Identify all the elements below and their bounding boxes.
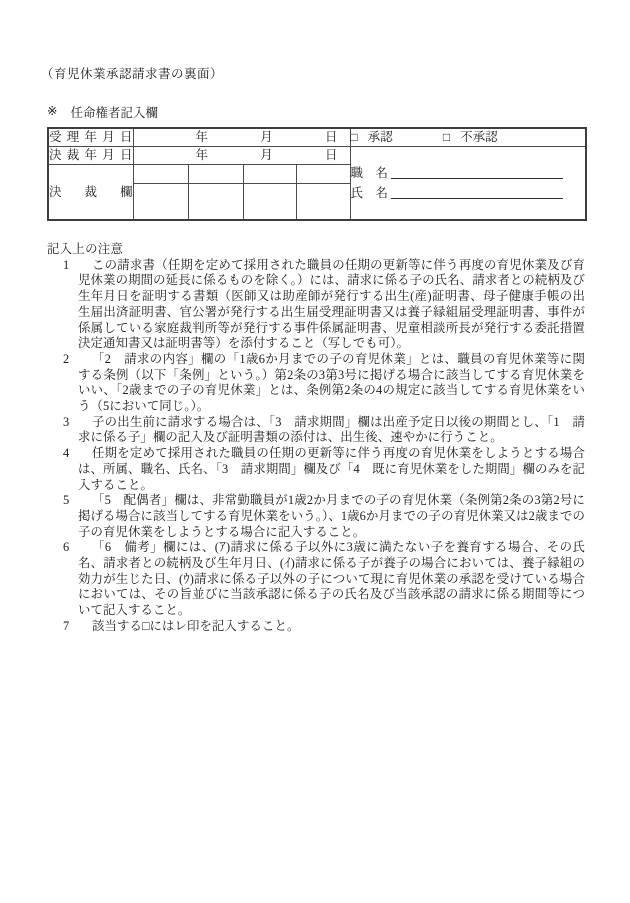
stamp-cell: [243, 183, 296, 220]
note-number: 7: [63, 618, 70, 633]
notes-section: [47, 242, 585, 635]
note-text: 「5 配偶者」欄は、非常勤職員が1歳2か月までの子の育児休業（条例第2条の3第2号に掲げる場合に該当してする育児休業をいう。）、1歳6か月までの子の育児休業又は2歳までの子の育児休業をしようとする場合に記入すること。: [78, 493, 585, 539]
section-label-text: 任命権者記入欄: [70, 106, 158, 120]
signature-cell: [350, 146, 586, 220]
reject-label: 不承認: [460, 130, 498, 144]
note-item-3: [47, 415, 585, 446]
year-unit: 年: [195, 147, 209, 162]
reject-option: [443, 131, 498, 144]
page-title: （育児休業承認請求書の裏面）: [41, 67, 224, 81]
receipt-date-cell: [133, 128, 350, 146]
note-text: 任期を定めて採用された職員の任期の更新等に伴う再度の育児休業をしようとする場合は、所属、職名、氏名、「3 請求期間」欄及び「4 既に育児休業をした期間」欄のみを記入すること。: [78, 446, 585, 492]
day-unit: 日: [325, 130, 338, 144]
job-title-label: 職 名: [350, 165, 389, 180]
day-unit: 日: [325, 147, 338, 162]
note-text: 「6 備考」欄には、(ｱ)請求に係る子以外に3歳に満たない子を養育する場合、その氏名、請求者との続柄及び生年月日、(ｲ)請求に係る子が養子の場合においては、養子縁組の効力が生じた日、(ｳ)請求に係る子以外の子について現に育児休業の承認を受けている場合においては、その旨並びに当該承認に係る子の氏名及び当該承認の請求に係る期間等について記入すること。: [78, 540, 585, 618]
stamp-cell: [188, 183, 243, 220]
stamp-header-cell: [188, 164, 243, 183]
note-item-2: [47, 352, 585, 415]
approve-label: 承認: [367, 130, 393, 144]
stamp-cell: [133, 183, 188, 220]
note-text: 子の出生前に請求する場合は、「3 請求期間」欄は出産予定日以後の期間とし、「1 請求に係る子」欄の記入及び証明書類の添付は、出生後、速やかに行うこと。: [78, 414, 585, 445]
note-item-7: [47, 619, 585, 635]
note-text: 該当する□にはレ印を記入すること。: [92, 618, 300, 633]
receipt-date-row: [48, 128, 586, 146]
note-text: 「2 請求の内容」欄の「1歳6か月までの子の育児休業」とは、職員の育児休業等に関する条例（以下「条例」という。）第2条の3第3号に掲げる場合に該当してする育児休業をいい、「2歳までの子の育児休業」とは、条例第2条の4の規定に該当してする育児休業をいう（5において同じ。）。: [78, 351, 585, 414]
stamp-header-cell: [133, 164, 188, 183]
section-label: [47, 103, 585, 121]
decision-date-cell: [133, 146, 350, 164]
approve-option: [351, 131, 393, 144]
receipt-date-label: 受理年月日: [49, 130, 133, 144]
note-item-4: [47, 446, 585, 493]
note-item-6: [47, 540, 585, 619]
note-number: 3: [63, 414, 70, 429]
decision-date-row: [48, 146, 586, 164]
decision-date-label: 決裁年月日: [48, 146, 133, 164]
reference-mark: ※: [47, 104, 58, 118]
year-unit: 年: [195, 130, 209, 144]
decision-column-label: 決裁欄: [48, 164, 133, 220]
note-text: この請求書（任期を定めて採用された職員の任期の更新等に伴う再度の育児休業及び育児休業の期間の延長に係るものを除く。）には、請求に係る子の氏名、請求者との続柄及び生年月日を証明する書類（医師又は助産師が発行する出生(産)証明書、母子健康手帳の出生届出済証明書、官公署が発行する出生届受理証明書又は養子縁組届受理証明書、事件が係属している家庭裁判所等が発行する事件係属証明書、児童相談所長が発行する委託措置決定通知書又は証明書等）を添付すること（写しでも可）。: [78, 257, 585, 351]
note-item-1: [47, 258, 585, 352]
name-label: 氏 名: [350, 185, 389, 200]
notes-heading: 記入上の注意: [47, 242, 124, 256]
job-title-underline: [391, 165, 563, 179]
note-number: 6: [63, 540, 70, 555]
approval-table: [47, 127, 587, 221]
name-line: [351, 185, 586, 199]
approve-checkbox: □: [350, 130, 358, 145]
month-unit: 月: [260, 130, 273, 144]
stamp-header-cell: [296, 164, 350, 183]
note-number: 5: [63, 493, 70, 508]
job-title-line: [351, 165, 586, 179]
approval-status-cell: [350, 128, 586, 146]
name-underline: [391, 185, 563, 199]
reject-checkbox: □: [442, 130, 451, 145]
note-number: 4: [63, 446, 70, 461]
note-item-5: [47, 493, 585, 540]
stamp-cell: [296, 183, 350, 220]
note-number: 1: [63, 257, 70, 272]
stamp-header-cell: [243, 164, 296, 183]
note-number: 2: [63, 351, 70, 366]
month-unit: 月: [260, 147, 273, 162]
